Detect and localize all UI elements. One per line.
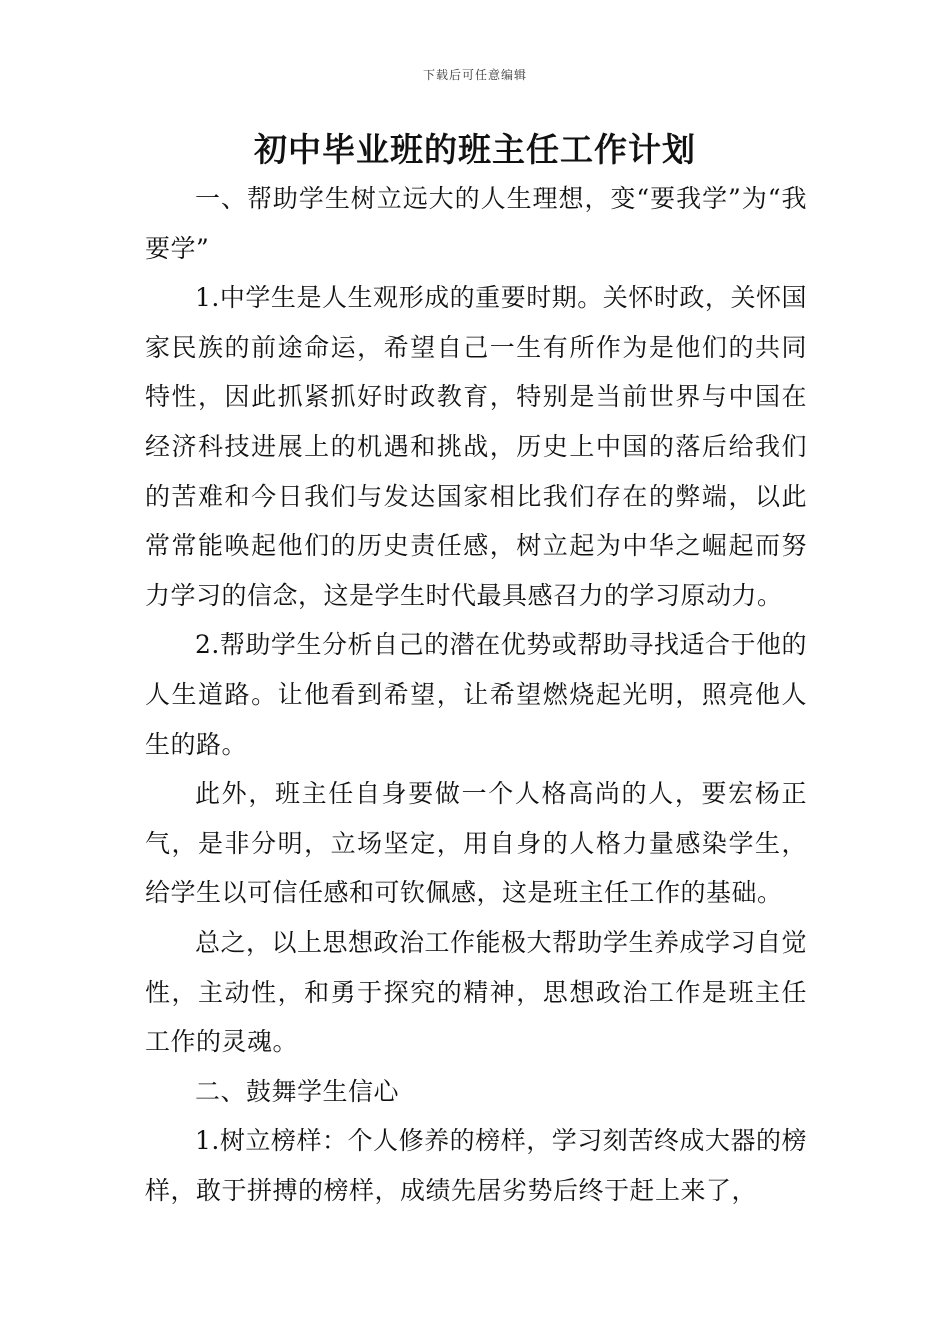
section-heading-1: 一、帮助学生树立远大的人生理想，变“要我学”为“我要学”: [145, 184, 807, 263]
header-note: 下载后可任意编辑: [422, 68, 527, 82]
paragraph: 2.帮助学生分析自己的潜在优势或帮助寻找适合于他的人生道路。让他看到希望，让希望燃烧起光明，照亮他人生的路。: [145, 630, 807, 759]
document-body: [145, 174, 807, 1215]
paragraph: 总之，以上思想政治工作能极大帮助学生养成学习自觉性，主动性，和勇于探究的精神，思想政治工作是班主任工作的灵魂。: [145, 927, 808, 1057]
section-heading-2: 二、鼓舞学生信心: [195, 1076, 400, 1106]
paragraph: 1.树立榜样：个人修养的榜样，学习刻苦终成大器的榜样，敢于拼搏的榜样，成绩先居劣势后终于赶上来了，: [145, 1126, 807, 1205]
paragraph: 1.中学生是人生观形成的重要时期。关怀时政，关怀国家民族的前途命运，希望自己一生有所作为是他们的共同特性，因此抓紧抓好时政教育，特别是当前世界与中国在经济科技进展上的机遇和挑战，历史上中国的落后给我们的苦难和今日我们与发达国家相比我们存在的弊端，以此常常能唤起他们的历史责任感，树立起为中华之崛起而努力学习的信念，这是学生时代最具感召力的学习原动力。: [145, 283, 807, 610]
paragraph: 此外，班主任自身要做一个人格高尚的人，要宏杨正气，是非分明，立场坚定，用自身的人格力量感染学生，给学生以可信任感和可钦佩感，这是班主任工作的基础。: [145, 779, 807, 908]
document-title: 初中毕业班的班主任工作计划: [254, 130, 696, 169]
